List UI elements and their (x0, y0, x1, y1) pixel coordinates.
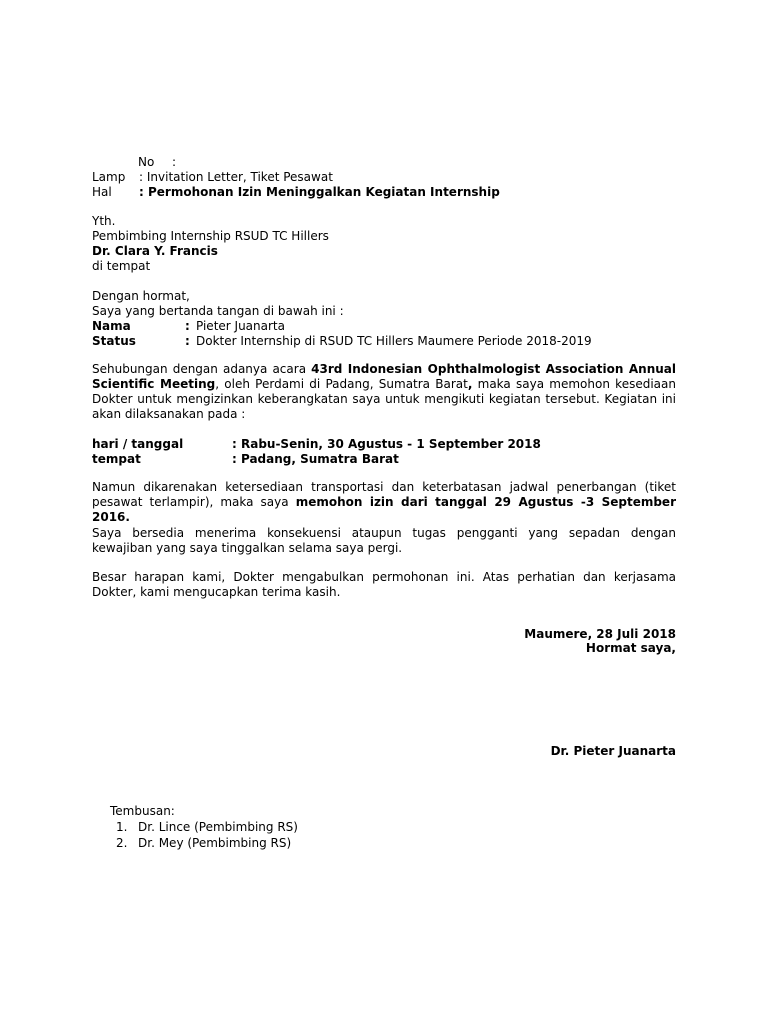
greeting: Dengan hormat, (92, 289, 190, 303)
paragraph-permission (92, 480, 676, 525)
paragraph-event-text-2: , oleh Perdami di Padang, Sumatra Barat (215, 377, 468, 391)
cc-item-number: 1. (116, 820, 128, 834)
paragraph-consequence: Saya bersedia menerima konsekuensi ataupun tugas pengganti yang sepadan dengan kewajiban yang saya tinggalkan selama saya pergi. (92, 526, 676, 555)
recipient-position: Pembimbing Internship RSUD TC Hillers (92, 229, 329, 243)
intro-line: Saya yang bertanda tangan di bawah ini : (92, 304, 344, 318)
paragraph-event-text-3: maka saya memohon kesediaan Dokter untuk mengizinkan keberangkatan saya untuk mengikuti kegiatan tersebut. Kegiatan ini akan dilaksanakan pada : (92, 377, 676, 421)
cc-item-text: Dr. Mey (Pembimbing RS) (138, 836, 292, 850)
event-name: 43rd Indonesian Ophthalmologist Association Annual Scientific Meeting (92, 362, 676, 391)
paragraph-thanks: Besar harapan kami, Dokter mengabulkan permohonan ini. Atas perhatian dan kerjasama Dokter, kami mengucapkan terima kasih. (92, 570, 676, 599)
schedule-date-value: : Rabu-Senin, 30 Agustus - 1 September 2018 (232, 437, 541, 451)
status-separator: : (185, 334, 190, 348)
closing-place-date: Maumere, 28 Juli 2018 (524, 627, 676, 641)
paragraph-permission-text: Namun dikarenakan ketersediaan transportasi dan keterbatasan jadwal penerbangan (tiket pesawat terlampir), maka saya (92, 480, 676, 509)
cc-title: Tembusan: (110, 804, 175, 818)
status-label: Status (92, 334, 136, 348)
paragraph-event-text-1: Sehubungan dengan adanya acara (92, 362, 312, 376)
nama-value: Pieter Juanarta (196, 319, 285, 333)
closing-regards: Hormat saya, (585, 641, 676, 655)
hal-subject: : Permohonan Izin Meninggalkan Kegiatan Internship (139, 185, 500, 199)
schedule-place-label: tempat (92, 452, 141, 466)
paragraph-event-comma: , (467, 377, 473, 391)
schedule-place-value: : Padang, Sumatra Barat (232, 452, 399, 466)
hal-label: Hal (92, 185, 112, 199)
schedule-date-label: hari / tanggal (92, 437, 184, 451)
signer-name: Dr. Pieter Juanarta (550, 744, 676, 758)
lamp-value: : Invitation Letter, Tiket Pesawat (139, 170, 333, 184)
recipient-place: di tempat (92, 259, 151, 273)
lamp-label: Lamp (92, 170, 126, 184)
paragraph-event (92, 362, 676, 422)
cc-item-text: Dr. Lince (Pembimbing RS) (138, 820, 298, 834)
cc-item-number: 2. (116, 836, 128, 850)
permission-dates: memohon izin dari tanggal 29 Agustus -3 September 2016. (92, 495, 676, 524)
recipient-name: Dr. Clara Y. Francis (92, 244, 218, 258)
nama-label: Nama (92, 319, 131, 333)
nama-separator: : (185, 319, 190, 333)
recipient-yth: Yth. (92, 214, 116, 228)
status-value: Dokter Internship di RSUD TC Hillers Maumere Periode 2018-2019 (196, 334, 592, 348)
no-label: No (138, 155, 155, 169)
no-separator: : (172, 155, 177, 169)
letter-page (92, 0, 676, 1024)
